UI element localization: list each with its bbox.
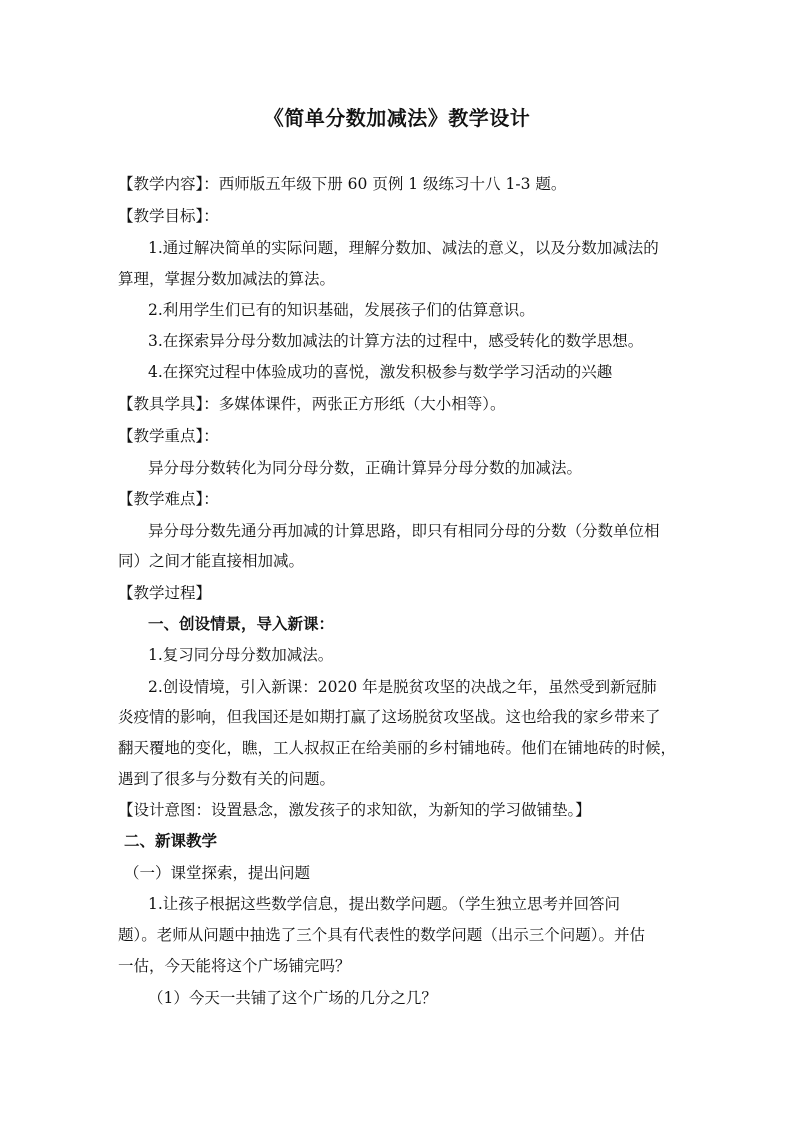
objective-2: 2.利用学生们已有的知识基础，发展孩子们的估算意识。	[148, 301, 535, 319]
key-points-heading: 【教学重点】：	[118, 427, 219, 445]
scenario-line-3: 翻天覆地的变化，瞧，工人叔叔正在给美丽的乡村铺地砖。他们在铺地砖的时候，	[118, 739, 677, 757]
question-step-line-2: 题）。老师从问题中抽选了三个具有代表性的数学问题（出示三个问题）。并估	[118, 926, 646, 944]
document-title: 《简单分数加减法》教学设计	[263, 106, 531, 130]
objective-3: 3.在探索异分母分数加减法的计算方法的过程中，感受转化的数学思想。	[148, 332, 644, 350]
question-step-line-1: 1.让孩子根据这些数学信息，提出数学问题。（学生独立思考并回答问	[148, 895, 621, 913]
difficult-points-line-1: 异分母分数先通分再加减的计算思路，即只有相同分母的分数（分数单位相	[148, 522, 660, 540]
teaching-content-line: 【教学内容】：西师版五年级下册 60 页例 1 级练习十八 1-3 题。	[118, 175, 567, 193]
key-points-text: 异分母分数转化为同分母分数，正确计算异分母分数的加减法。	[148, 459, 583, 477]
design-intent-line: 【设计意图：设置悬念，激发孩子的求知欲，为新知的学习做铺垫。】	[118, 801, 591, 819]
difficult-points-heading: 【教学难点】：	[118, 490, 219, 508]
teaching-process-heading: 【教学过程】	[118, 584, 212, 602]
objective-1-line-1: 1.通过解决简单的实际问题，理解分数加、减法的意义，以及分数加减法的	[148, 239, 659, 257]
scenario-line-4: 遇到了很多与分数有关的问题。	[118, 770, 336, 788]
difficult-points-line-2: 同）之间才能直接相加减。	[118, 552, 305, 570]
section-two-heading: 二、新课教学	[124, 831, 218, 850]
objective-1-line-2: 算理，掌握分数加减法的算法。	[118, 270, 336, 288]
scenario-line-2: 炎疫情的影响，但我国还是如期打赢了这场脱贫攻坚战。这也给我的家乡带来了	[118, 708, 661, 726]
scenario-line-1: 2.创设情境，引入新课：2020 年是脱贫攻坚的决战之年，虽然受到新冠肺	[148, 678, 657, 696]
section-one-heading: 一、创设情景，导入新课：	[148, 614, 335, 633]
subsection-one-heading: （一）课堂探索，提出问题	[124, 864, 311, 882]
teaching-objectives-heading: 【教学目标】：	[118, 207, 219, 225]
question-step-line-3: 一估，今天能将这个广场铺完吗？	[118, 957, 351, 975]
review-step: 1.复习同分母分数加减法。	[148, 646, 334, 664]
question-1: （1）今天一共铺了这个广场的几分之几？	[148, 989, 437, 1007]
teaching-aids-line: 【教具学具】：多媒体课件，两张正方形纸（大小相等）。	[118, 395, 506, 413]
objective-4: 4.在探究过程中体验成功的喜悦，激发积极参与数学学习活动的兴趣	[148, 363, 613, 381]
